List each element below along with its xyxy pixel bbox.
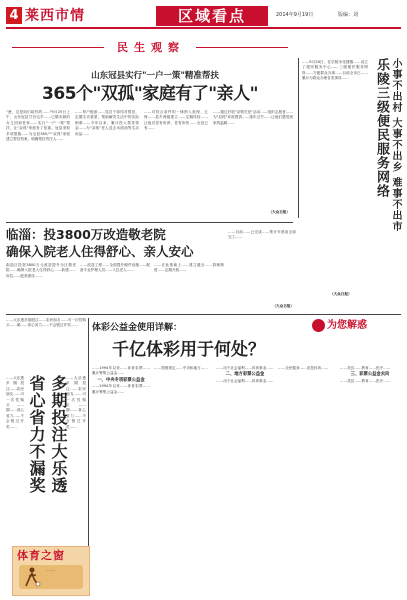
story1-column: ……通过开展"亲情关爱"活动……组织志愿者……为"双孤"家庭提供……逢年过节……让他们感受到家的温暖……: [213, 110, 293, 125]
story1-column: ……对符合条件的一律纳入低保、五保……县乡两级建立……定期体检……让他们老有所养、老有所依……全县已有……: [144, 110, 208, 131]
section-divider: [6, 222, 293, 223]
story5-column: ……用于社会福利……体育事业…… 二、地方彩票公益金 ……用于社会福利……体育事业……: [216, 366, 274, 383]
soccer-player-icon: [23, 567, 41, 587]
issue-date: 2014年9月19日: [276, 12, 314, 18]
story5-headline: 千亿体彩用于何处？: [112, 340, 265, 360]
story3-column: ……在此基础上……建立健全……管理制度……定期开展……: [154, 263, 224, 273]
story3-column: ……目前……已完成……预计年底前全部完工……: [228, 230, 296, 240]
story1-column: "爸，这是咱们给你的……"9月25日上午，山东冠县甘官屯乡……已婚未嫁的女儿回到老家……实行"一户一策"帮扶，让"双孤"家庭有了依靠。冠县采取多项措施……为全县365户"双孤"家庭建立帮扶档案，明确帮扶责任人……: [6, 110, 70, 142]
section-divider: [6, 314, 401, 315]
story2-body: ……9月26日，在乐陵市化楼镇……设立了便民服务中心……三级便民服务网络……方便群众办事……目前全市已……累计为群众办理各类事项……: [302, 60, 368, 81]
paper-name: 莱西市情: [25, 8, 85, 24]
sports-window-text: ……: [47, 567, 55, 572]
banner-rule-left: [12, 47, 104, 48]
section-banner: [6, 41, 293, 55]
story3-column: 临淄区投资3800万元改造提升全区敬老院……确保入院老人住得舒心……新建……床位……配套建设……: [6, 263, 76, 278]
story1-source: （大众日报）: [268, 210, 290, 214]
story5-kicker: 体彩公益金使用详解：: [92, 323, 183, 333]
story1-headline: 365个"双孤"家庭有了"亲人": [42, 84, 258, 104]
section-title: 区域看点: [156, 6, 268, 26]
column-divider: [298, 58, 299, 218]
story4-body: ……大乐透多期投注……彩民朋友……可一次性购买……期……省心省力……不会错过开奖……: [6, 318, 86, 328]
story1-kicker: 山东冠县实行"一户一策"精准帮扶: [91, 71, 219, 81]
story3-headline-line1: 临淄：投3800万改造敬老院: [6, 227, 166, 242]
story3-column: ……改造工程……全面提升硬件设施……配备专业护理人员……入住老人……: [80, 263, 150, 273]
badge-label: 为您解惑: [327, 320, 367, 331]
section-banner-label: 民生观察: [117, 41, 185, 54]
story5-subhead: 三、彩票公益金去向: [350, 372, 390, 378]
sports-window-title: 体育之窗: [17, 549, 65, 562]
story2-vertical-kicker: 小事不出村 大事不出乡 难事不出市: [390, 58, 401, 232]
story4-headline-line: 多期投注大乐透: [49, 375, 68, 494]
story5-subhead: 二、地方彩票公益金: [225, 372, 265, 378]
masthead: [6, 6, 401, 26]
banner-rule-right: [196, 47, 288, 48]
story4-body: ……大乐透多期投注……彩民朋友……可一次性购买……期……省心省力……不会错过开奖……: [66, 376, 86, 429]
sports-window-box: [12, 546, 90, 596]
story5-column: ……全民健身……竞技体育……: [278, 366, 329, 370]
badge-dot-icon: [312, 319, 325, 332]
story5-column: ……扶贫……教育……医疗…… 三、彩票公益金去向 ……扶贫……教育……医疗……: [340, 366, 400, 594]
story3-headline-line2: 确保入院老人住得舒心、亲人安心: [6, 244, 194, 259]
story5-subhead: 一、中央专项彩票公益金: [97, 377, 145, 383]
editor-label: 版编：刘: [338, 12, 359, 18]
explainer-badge: [312, 319, 394, 336]
story2-source: （大众日报）: [330, 292, 352, 296]
story1-column: ……每户配备……党员干部结对帮扶，定期走访看望，帮助解决生活中的实际困难……今年以来，累计投入帮扶资金……为"双孤"老人送去米面油等生活用品……: [75, 110, 139, 136]
story3-source: （大众日报）: [272, 304, 294, 308]
story5-column: ……按照规定……中央和地方……: [154, 366, 208, 370]
page-number: 4: [6, 7, 22, 24]
story2-vertical-headline: 乐陵三级便民服务网络: [374, 58, 389, 198]
story5-column: ……1994年以来……体育彩票……累计筹集公益金…… 一、中央专项彩票公益金 ……1994年以来……体育彩票……累计筹集公益金……: [92, 366, 150, 394]
story4-vertical-headline: [25, 375, 69, 575]
story4-body: ……大乐透多期投注……彩民朋友……可一次性购买……期……省心省力……不会错过开奖……: [6, 376, 24, 429]
masthead-rule: [6, 27, 401, 29]
story4-headline-line: 省心省力不漏奖: [27, 375, 46, 494]
